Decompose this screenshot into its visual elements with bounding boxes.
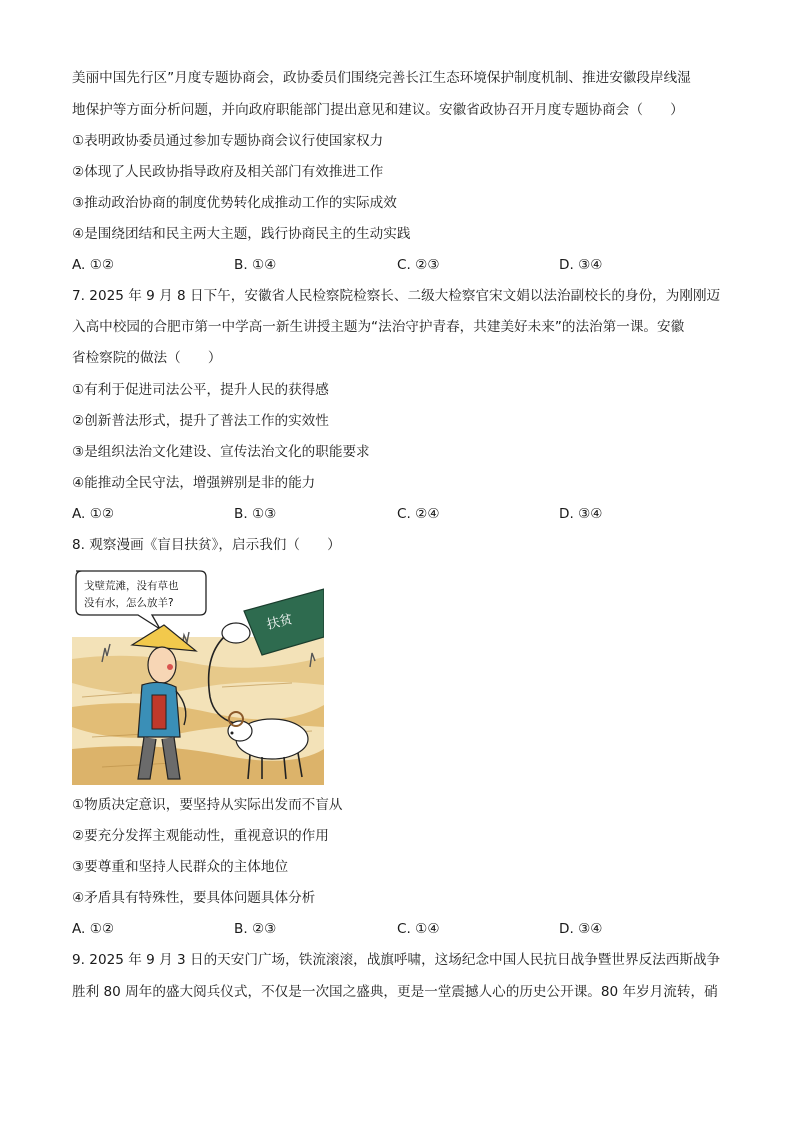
q8-item-1: ①物质决定意识，要坚持从实际出发而不盲从 bbox=[72, 797, 343, 813]
q8-item-2: ②要充分发挥主观能动性，重视意识的作用 bbox=[72, 828, 329, 844]
q6-stem-line1: 美丽中国先行区”月度专题协商会，政协委员们围绕完善长江生态环境保护制度机制、推进安徽段岸线湿 bbox=[72, 70, 691, 86]
q7-option-c[interactable]: C. ②④ bbox=[397, 506, 440, 522]
q7-option-a[interactable]: A. ①② bbox=[72, 506, 115, 522]
q6-option-c[interactable]: C. ②③ bbox=[397, 257, 440, 273]
q6-item-2: ②体现了人民政协指导政府及相关部门有效推进工作 bbox=[72, 164, 384, 180]
q8-option-d[interactable]: D. ③④ bbox=[559, 921, 603, 937]
q7-options bbox=[72, 504, 732, 524]
sign-text-fupin: 扶贫 bbox=[265, 612, 295, 633]
q8-option-b[interactable]: B. ②③ bbox=[234, 921, 277, 937]
cartoon-blind-poverty-alleviation bbox=[72, 567, 324, 785]
q6-item-4: ④是围绕团结和民主两大主题，践行协商民主的生动实践 bbox=[72, 226, 411, 242]
q8-stem: 8. 观察漫画《盲目扶贫》，启示我们（ ） bbox=[72, 537, 341, 553]
q6-option-a[interactable]: A. ①② bbox=[72, 257, 115, 273]
q6-option-b[interactable]: B. ①④ bbox=[234, 257, 277, 273]
q6-item-3: ③推动政治协商的制度优势转化成推动工作的实际成效 bbox=[72, 195, 397, 211]
q9-stem-line2: 胜利 80 周年的盛大阅兵仪式，不仅是一次国之盛典，更是一堂震撼人心的历史公开课。80 年岁月流转，硝 bbox=[72, 984, 718, 1000]
q9-stem-line1: 9. 2025 年 9 月 3 日的天安门广场，铁流滚滚，战旗呼啸，这场纪念中国人民抗日战争暨世界反法西斯战争 bbox=[72, 952, 721, 968]
q6-stem-line2: 地保护等方面分析问题，并向政府职能部门提出意见和建议。安徽省政协召开月度专题协商会（ ） bbox=[72, 102, 684, 118]
q7-stem-line2: 入高中校园的合肥市第一中学高一新生讲授主题为“法治守护青春，共建美好未来”的法治第一课。安徽 bbox=[72, 319, 685, 335]
q6-options bbox=[72, 255, 732, 275]
q8-options bbox=[72, 919, 732, 939]
q8-item-3: ③要尊重和坚持人民群众的主体地位 bbox=[72, 859, 289, 875]
speech-bubble-line2: 没有水，怎么放羊? bbox=[84, 597, 174, 609]
q7-stem-line1: 7. 2025 年 9 月 8 日下午，安徽省人民检察院检察长、二级大检察官宋文娟以法治副校长的身份，为刚刚迈 bbox=[72, 288, 721, 304]
q7-item-3: ③是组织法治文化建设、宣传法治文化的职能要求 bbox=[72, 444, 370, 460]
q8-item-4: ④矛盾具有特殊性，要具体问题具体分析 bbox=[72, 890, 316, 906]
q6-option-d[interactable]: D. ③④ bbox=[559, 257, 603, 273]
speech-bubble-line1: 戈壁荒滩，没有草也 bbox=[84, 580, 179, 592]
q6-item-1: ①表明政协委员通过参加专题协商会议行使国家权力 bbox=[72, 133, 384, 149]
q7-option-d[interactable]: D. ③④ bbox=[559, 506, 603, 522]
q7-option-b[interactable]: B. ①③ bbox=[234, 506, 277, 522]
q8-option-c[interactable]: C. ①④ bbox=[397, 921, 440, 937]
q7-stem-line3: 省检察院的做法（ ） bbox=[72, 350, 222, 366]
q7-item-2: ②创新普法形式，提升了普法工作的实效性 bbox=[72, 413, 329, 429]
q7-item-4: ④能推动全民守法，增强辨别是非的能力 bbox=[72, 475, 316, 491]
q7-item-1: ①有利于促进司法公平，提升人民的获得感 bbox=[72, 382, 329, 398]
q8-option-a[interactable]: A. ①② bbox=[72, 921, 115, 937]
